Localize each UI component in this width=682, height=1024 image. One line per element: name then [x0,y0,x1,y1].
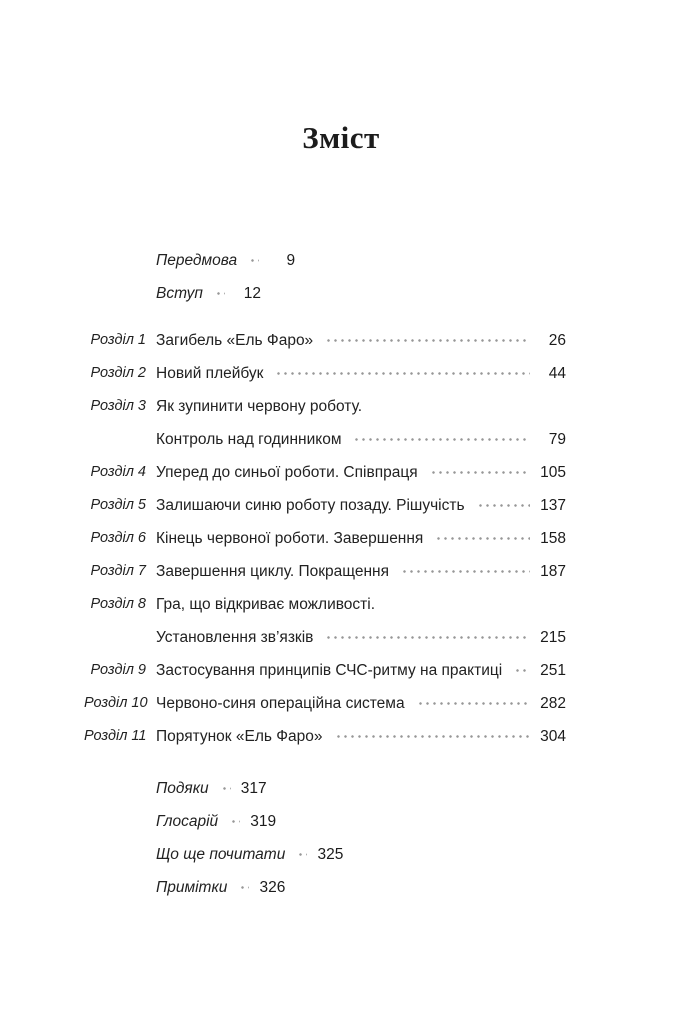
dot-leader [333,720,530,753]
entry-title: Як зупинити червону роботу. [156,398,363,415]
dot-leader [213,277,225,310]
entry-title: Гра, що відкриває можливості. [156,596,376,613]
page-number: 282 [540,695,566,712]
entry-title: Порятунок «Ель Фаро» [156,728,323,745]
entry-title: Загибель «Ель Фаро» [156,332,314,349]
page-title: Зміст [302,120,380,155]
toc-entry-line [156,423,566,456]
toc-entry-line [156,357,566,390]
entry-title: Передмова [156,252,238,269]
toc-entry-line [156,654,566,687]
dot-leader [323,621,530,654]
dot-leader [323,324,530,357]
chapter-label: Розділ 6 [90,530,146,546]
toc-entry-line [156,489,566,522]
toc-entry [84,805,566,838]
toc-entry [84,277,566,310]
toc-entry [84,588,566,654]
toc-entry-line [156,522,566,555]
dot-leader [247,244,259,277]
dot-leader [351,423,530,456]
entry-title: Червоно-синя операційна система [156,695,405,712]
chapter-title-block [156,654,566,687]
chapter-title-block [156,555,566,588]
page-number: 158 [540,530,566,547]
toc-entry [84,522,566,555]
chapter-title-block [156,324,566,357]
dot-leader [399,555,530,588]
entry-title: Кінець червоної роботи. Завершення [156,530,424,547]
chapter-title-block [156,489,566,522]
chapter-title-block [156,588,566,654]
page-number: 79 [548,431,566,448]
dot-leader [428,456,530,489]
entry-title: Застосування принципів СЧС-ритму на практиці [156,662,503,679]
dot-leader [415,687,530,720]
dot-leader [219,772,231,805]
toc-entry [84,357,566,390]
toc-entry-line [156,805,276,838]
chapter-label: Розділ 4 [90,464,146,480]
dot-leader [273,357,530,390]
dot-leader [433,522,530,555]
entry-title: Контроль над годинником [156,431,342,448]
dot-leader [228,805,240,838]
chapter-label: Розділ 9 [90,662,146,678]
toc-entry [84,687,566,720]
entry-title: Подяки [156,780,209,797]
chapter-label: Розділ 2 [90,365,146,381]
table-of-contents [84,244,566,904]
chapter-label: Розділ 10 [84,695,148,711]
entry-title: Залишаючи синю роботу позаду. Рішучість [156,497,465,514]
dot-leader [512,654,530,687]
entry-title: Що ще почитати [156,846,286,863]
toc-entry [84,244,566,277]
chapter-label: Розділ 7 [90,563,146,579]
entry-title: Новий плейбук [156,365,264,382]
page-number: 317 [240,780,267,797]
page-number: 26 [548,332,566,349]
entry-title: Вступ [156,285,203,302]
toc-entry [84,456,566,489]
back-matter-list [84,772,566,904]
toc-entry [84,720,566,753]
page-number: 137 [540,497,566,514]
dot-leader [237,871,249,904]
toc-entry-line [156,621,566,654]
page-number: 215 [540,629,566,646]
page-number: 304 [540,728,566,745]
page-number: 12 [243,285,261,302]
entry-title: Примітки [156,879,228,896]
toc-entry-line [156,244,295,277]
toc-entry [84,772,566,805]
chapter-title-block [156,687,566,720]
toc-entry [84,324,566,357]
toc-entry-line [156,720,566,753]
dot-leader [295,838,307,871]
toc-entry-line [156,687,566,720]
page-number: 251 [540,662,566,679]
page-number: 105 [540,464,566,481]
entry-title: Глосарій [156,813,219,830]
chapter-label: Розділ 5 [90,497,146,513]
toc-entry-line [156,390,566,423]
toc-entry-line [156,324,566,357]
toc-entry [84,838,566,871]
front-matter-list [84,244,566,310]
toc-entry-line [156,555,566,588]
toc-entry-line [156,838,343,871]
toc-entry [84,489,566,522]
chapter-title-block [156,720,566,753]
chapter-title-block [156,357,566,390]
page-number: 325 [317,846,344,863]
toc-entry-line [156,871,285,904]
toc-entry [84,555,566,588]
toc-entry [84,390,566,456]
page-number: 326 [259,879,286,896]
page-number: 44 [548,365,566,382]
chapter-title-block [156,522,566,555]
toc-entry-line [156,277,261,310]
toc-entry [84,654,566,687]
chapter-title-block [156,390,566,456]
toc-entry-line [156,456,566,489]
page-number: 319 [250,813,277,830]
toc-entry-line [156,588,566,621]
chapter-label: Розділ 8 [90,596,146,612]
entry-title: Уперед до синьої роботи. Співпраця [156,464,418,481]
chapter-list [84,324,566,753]
entry-title: Завершення циклу. Покращення [156,563,389,580]
page-number: 187 [540,563,566,580]
toc-entry [84,871,566,904]
chapter-title-block [156,456,566,489]
dot-leader [475,489,530,522]
chapter-label: Розділ 1 [90,332,146,348]
toc-entry-line [156,772,267,805]
page-number: 9 [286,252,296,269]
entry-title: Установлення зв’язків [156,629,314,646]
chapter-label: Розділ 11 [84,728,147,744]
chapter-label: Розділ 3 [90,398,146,414]
